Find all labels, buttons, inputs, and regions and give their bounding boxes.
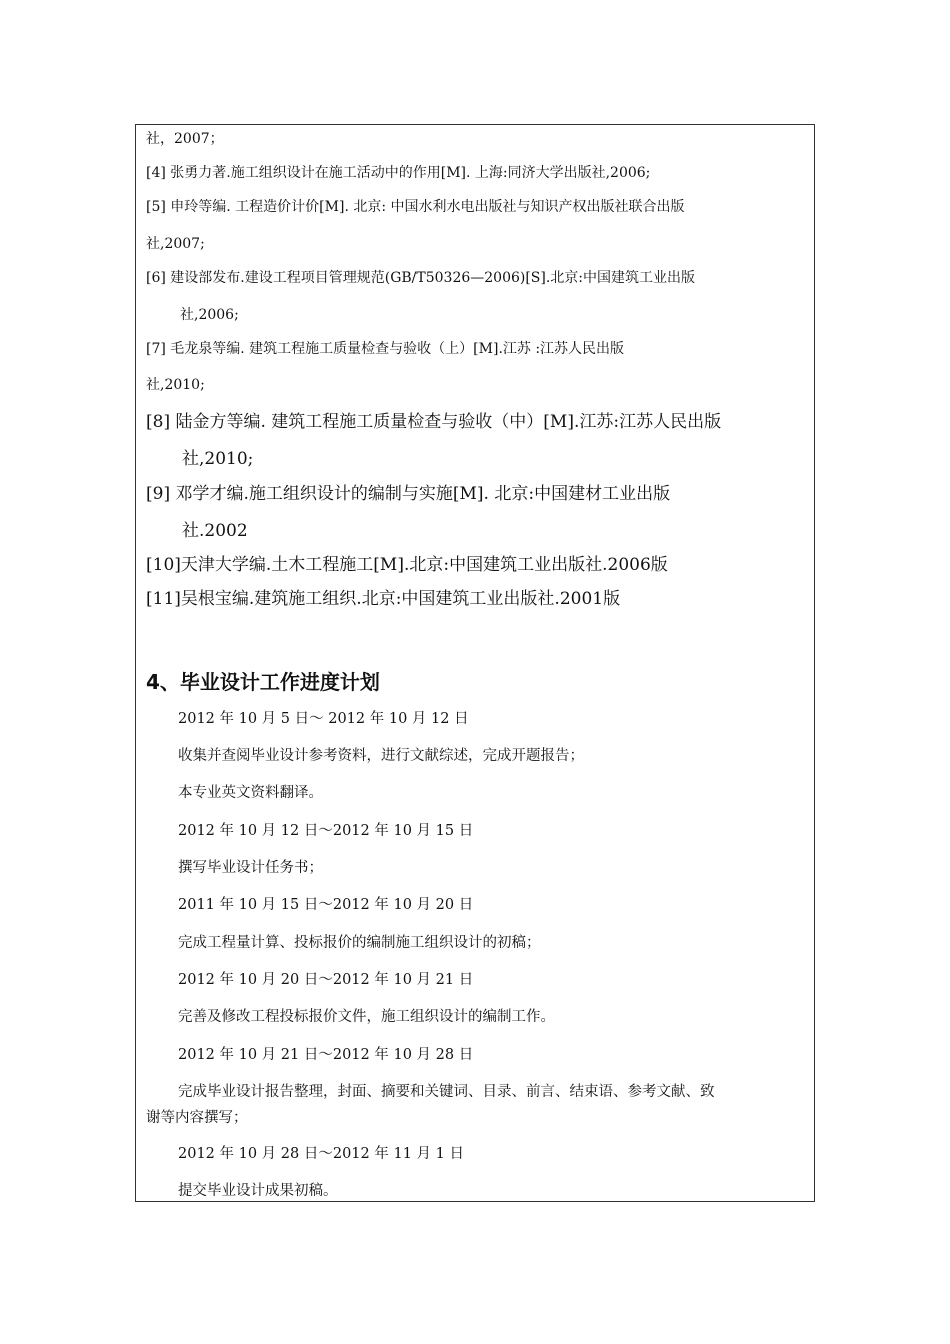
schedule-date: 2012 年 10 月 21 日～2012 年 10 月 28 日 [178, 1047, 474, 1063]
reference-line: [5] 申玲等编. 工程造价计价[M]. 北京: 中国水利水电出版社与知识产权出版社联合出版 [146, 199, 685, 215]
schedule-task: 完成工程量计算、投标报价的编制施工组织设计的初稿； [178, 935, 541, 951]
reference-line: 社.2002 [182, 521, 248, 541]
reference-line: [8] 陆金方等编. 建筑工程施工质量检查与验收（中）[M].江苏:江苏人民出版 [146, 412, 722, 432]
schedule-task: 提交毕业设计成果初稿。 [178, 1183, 338, 1199]
schedule-task: 完善及修改工程投标报价文件，施工组织设计的编制工作。 [178, 1009, 555, 1025]
reference-line: [7] 毛龙泉等编. 建筑工程施工质量检查与验收（上）[M].江苏 :江苏人民出版 [146, 341, 625, 357]
schedule-task: 收集并查阅毕业设计参考资料，进行文献综述，完成开题报告； [178, 748, 584, 764]
reference-line: 社,2007; [146, 236, 205, 252]
reference-line: [10]天津大学编.土木工程施工[M].北京:中国建筑工业出版社.2006版 [146, 555, 668, 575]
reference-line: [6] 建设部发布.建设工程项目管理规范(GB/T50326—2006)[S].北京:中国建筑工业出版 [146, 270, 696, 286]
section-heading: 4、毕业设计工作进度计划 [146, 670, 380, 694]
reference-line: 社,2010; [182, 449, 254, 469]
schedule-task: 本专业英文资料翻译。 [178, 785, 323, 801]
schedule-task: 完成毕业设计报告整理，封面、摘要和关键词、目录、前言、结束语、参考文献、致 [178, 1084, 715, 1100]
reference-line: 社,2010; [146, 377, 205, 393]
schedule-date: 2012 年 10 月 20 日～2012 年 10 月 21 日 [178, 972, 474, 988]
schedule-task: 谢等内容撰写； [146, 1110, 248, 1126]
reference-line: 社,2006; [180, 307, 239, 323]
schedule-task: 撰写毕业设计任务书； [178, 860, 323, 876]
reference-line: [11]吴根宝编.建筑施工组织.北京:中国建筑工业出版社.2001版 [146, 589, 621, 609]
schedule-date: 2012 年 10 月 28 日～2012 年 11 月 1 日 [178, 1146, 464, 1162]
reference-line: [9] 邓学才编.施工组织设计的编制与实施[M]. 北京:中国建材工业出版 [146, 484, 671, 504]
reference-line: [4] 张勇力著.施工组织设计在施工活动中的作用[M]. 上海:同济大学出版社,2006; [146, 165, 651, 181]
schedule-date: 2012 年 10 月 12 日～2012 年 10 月 15 日 [178, 823, 474, 839]
schedule-date: 2012 年 10 月 5 日～ 2012 年 10 月 12 日 [178, 711, 469, 727]
reference-line: 社，2007； [146, 131, 224, 147]
schedule-date: 2011 年 10 月 15 日～2012 年 10 月 20 日 [178, 897, 474, 913]
